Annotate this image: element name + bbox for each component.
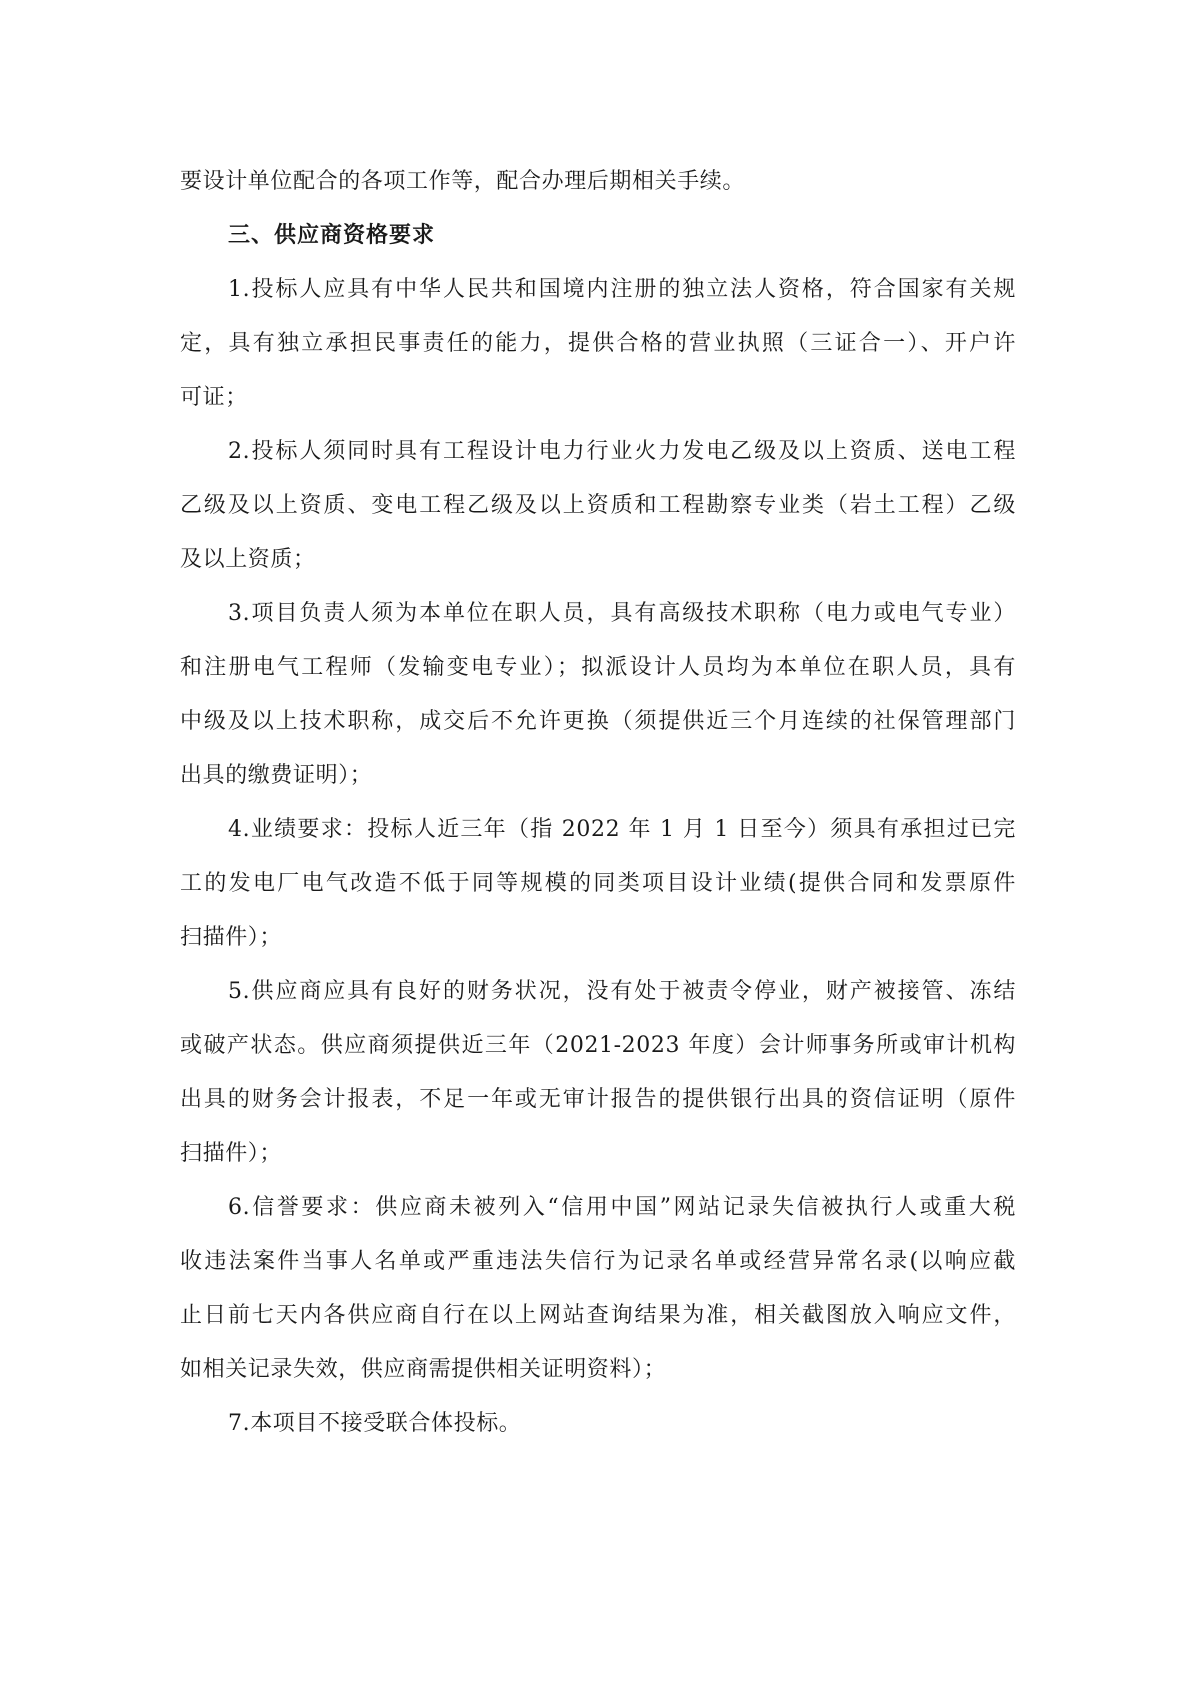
requirement-item-2 xyxy=(180,425,1016,587)
requirement-item-1 xyxy=(180,263,1016,425)
requirement-line: 出具的财务会计报表，不足一年或无审计报告的提供银行出具的资信证明（原件 xyxy=(180,1087,1016,1112)
requirement-line: 3.项目负责人须为本单位在职人员，具有高级技术职称（电力或电气专业） xyxy=(228,601,1016,626)
requirement-item-4 xyxy=(180,803,1016,965)
requirement-line: 及以上资质； xyxy=(180,547,316,572)
requirement-line: 扫描件）； xyxy=(180,925,283,950)
requirement-line: 可证； xyxy=(180,385,248,410)
requirement-line: 工的发电厂电气改造不低于同等规模的同类项目设计业绩(提供合同和发票原件 xyxy=(180,871,1016,896)
section-heading: 三、供应商资格要求 xyxy=(228,223,436,248)
requirement-line: 乙级及以上资质、变电工程乙级及以上资质和工程勘察专业类（岩土工程）乙级 xyxy=(180,493,1016,518)
requirement-line: 中级及以上技术职称，成交后不允许更换（须提供近三个月连续的社保管理部门 xyxy=(180,709,1016,734)
requirement-line: 或破产状态。供应商须提供近三年（2021-2023 年度）会计师事务所或审计机构 xyxy=(180,1033,1016,1058)
requirement-line: 定，具有独立承担民事责任的能力，提供合格的营业执照（三证合一）、开户许 xyxy=(180,331,1016,356)
requirement-line: 6.信誉要求：供应商未被列入“信用中国”网站记录失信被执行人或重大税 xyxy=(228,1195,1016,1220)
requirement-line: 4.业绩要求：投标人近三年（指 2022 年 1 月 1 日至今）须具有承担过已完 xyxy=(228,817,1016,842)
requirement-line: 1.投标人应具有中华人民共和国境内注册的独立法人资格，符合国家有关规 xyxy=(228,277,1016,302)
document-page xyxy=(180,155,1016,1451)
requirement-item-7 xyxy=(180,1397,1016,1451)
requirement-line: 7.本项目不接受联合体投标。 xyxy=(228,1411,522,1436)
requirement-line: 出具的缴费证明）； xyxy=(180,763,373,788)
requirement-item-5 xyxy=(180,965,1016,1181)
requirement-line: 止日前七天内各供应商自行在以上网站查询结果为准，相关截图放入响应文件， xyxy=(180,1303,1016,1328)
requirement-line: 2.投标人须同时具有工程设计电力行业火力发电乙级及以上资质、送电工程 xyxy=(228,439,1016,464)
continuation-paragraph: 要设计单位配合的各项工作等，配合办理后期相关手续。 xyxy=(180,169,746,194)
requirement-line: 5.供应商应具有良好的财务状况，没有处于被责令停业，财产被接管、冻结 xyxy=(228,979,1016,1004)
requirement-line: 扫描件）； xyxy=(180,1141,283,1166)
requirement-line: 如相关记录失效，供应商需提供相关证明资料）； xyxy=(180,1357,667,1382)
requirement-line: 和注册电气工程师（发输变电专业）；拟派设计人员均为本单位在职人员，具有 xyxy=(180,655,1016,680)
requirement-item-3 xyxy=(180,587,1016,803)
requirement-item-6 xyxy=(180,1181,1016,1397)
requirement-line: 收违法案件当事人名单或严重违法失信行为记录名单或经营异常名录(以响应截 xyxy=(180,1249,1016,1274)
